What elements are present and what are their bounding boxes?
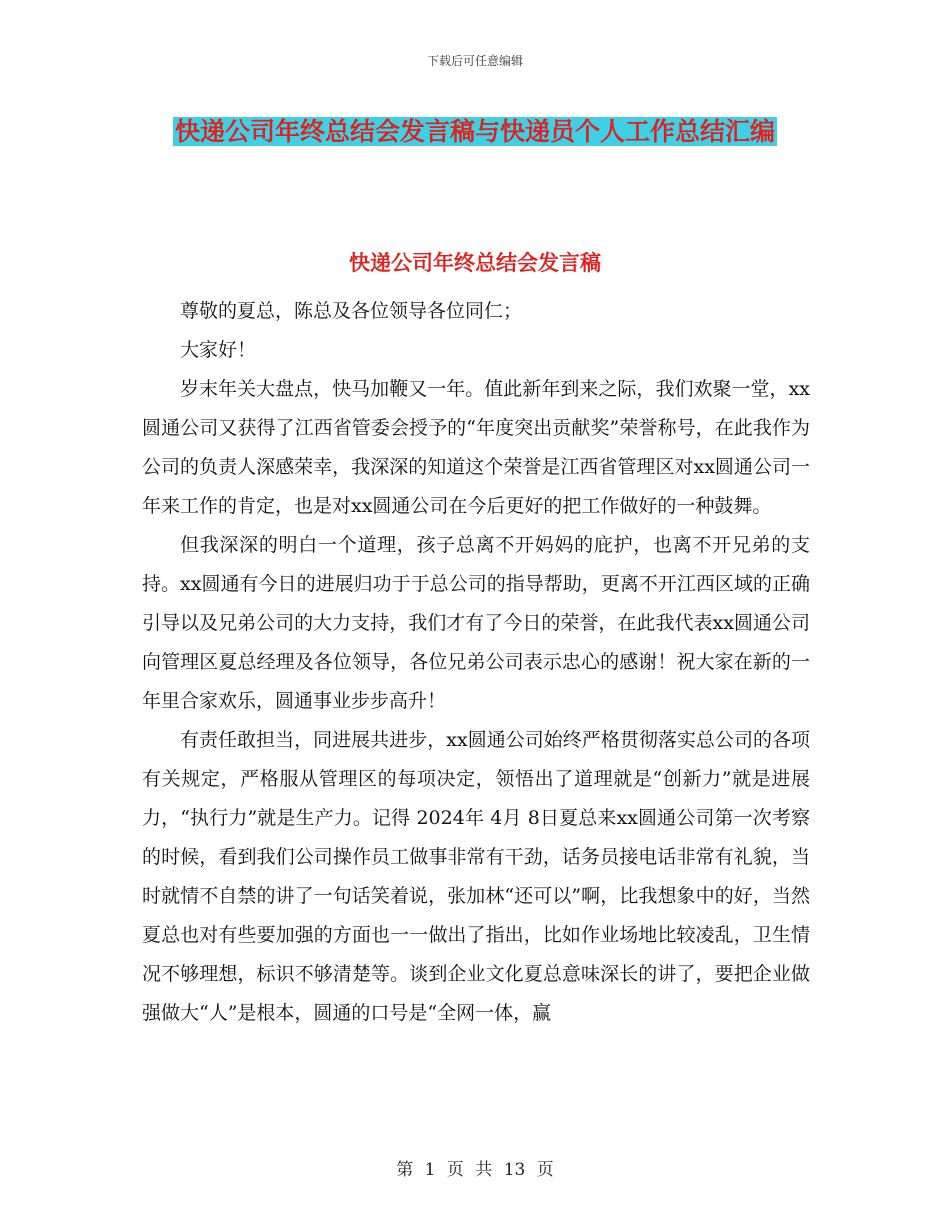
document-title-text: 快递公司年终总结会发言稿与快递员个人工作总结汇编 (174, 117, 775, 146)
header-note: 下载后可任意编辑 (426, 54, 523, 68)
document-title (140, 108, 810, 156)
paragraph-greeting: 大家好！ (180, 339, 257, 361)
paragraph: 岁末年关大盘点，快马加鞭又一年。值此新年到来之际，我们欢聚一堂，xx圆通公司又获得了江西省管委会授予的“年度突出贡献奖”荣誉称号，在此我作为公司的负责人深感荣幸，我深深的知道这个荣誉是江西省管理区对xx圆通公司一年来工作的肯定，也是对xx圆通公司在今后更好的把工作做好的一种鼓舞。 (142, 378, 810, 517)
page-number: 第 1 页 共 13 页 (396, 1160, 554, 1180)
paragraph: 有责任敢担当，同进展共进步，xx圆通公司始终严格贯彻落实总公司的各项有关规定，严格服从管理区的每项决定，领悟出了道理就是“创新力”就是进展力，“执行力”就是生产力。记得 2024年 4月 8日夏总来xx圆通公司第一次考察的时候，看到我们公司操作员工做事非常有干劲，话务员接电话非常有礼貌，当时就情不自禁的讲了一句话笑着说，张加林“还可以”啊，比我想象中的好，当然夏总也对有些要加强的方面也一一做出了指出，比如作业场地比较凌乱，卫生情况不够理想，标识不够清楚等。谈到企业文化夏总意味深长的讲了，要把企业做强做大“人”是根本，圆通的口号是“全网一体，赢 (142, 729, 810, 1024)
paragraph-salutation: 尊敬的夏总，陈总及各位领导各位同仁； (180, 300, 523, 322)
paragraph: 但我深深的明白一个道理，孩子总离不开妈妈的庇护，也离不开兄弟的支持。xx圆通有今日的进展归功于于总公司的指导帮助，更离不开江西区域的正确引导以及兄弟公司的大力支持，我们才有了今日的荣誉，在此我代表xx圆通公司向管理区夏总经理及各位领导，各位兄弟公司表示忠心的感谢！祝大家在新的一年里合家欢乐，圆通事业步步高升！ (142, 534, 810, 712)
body-text (142, 292, 810, 1033)
section-title: 快递公司年终总结会发言稿 (349, 250, 601, 275)
